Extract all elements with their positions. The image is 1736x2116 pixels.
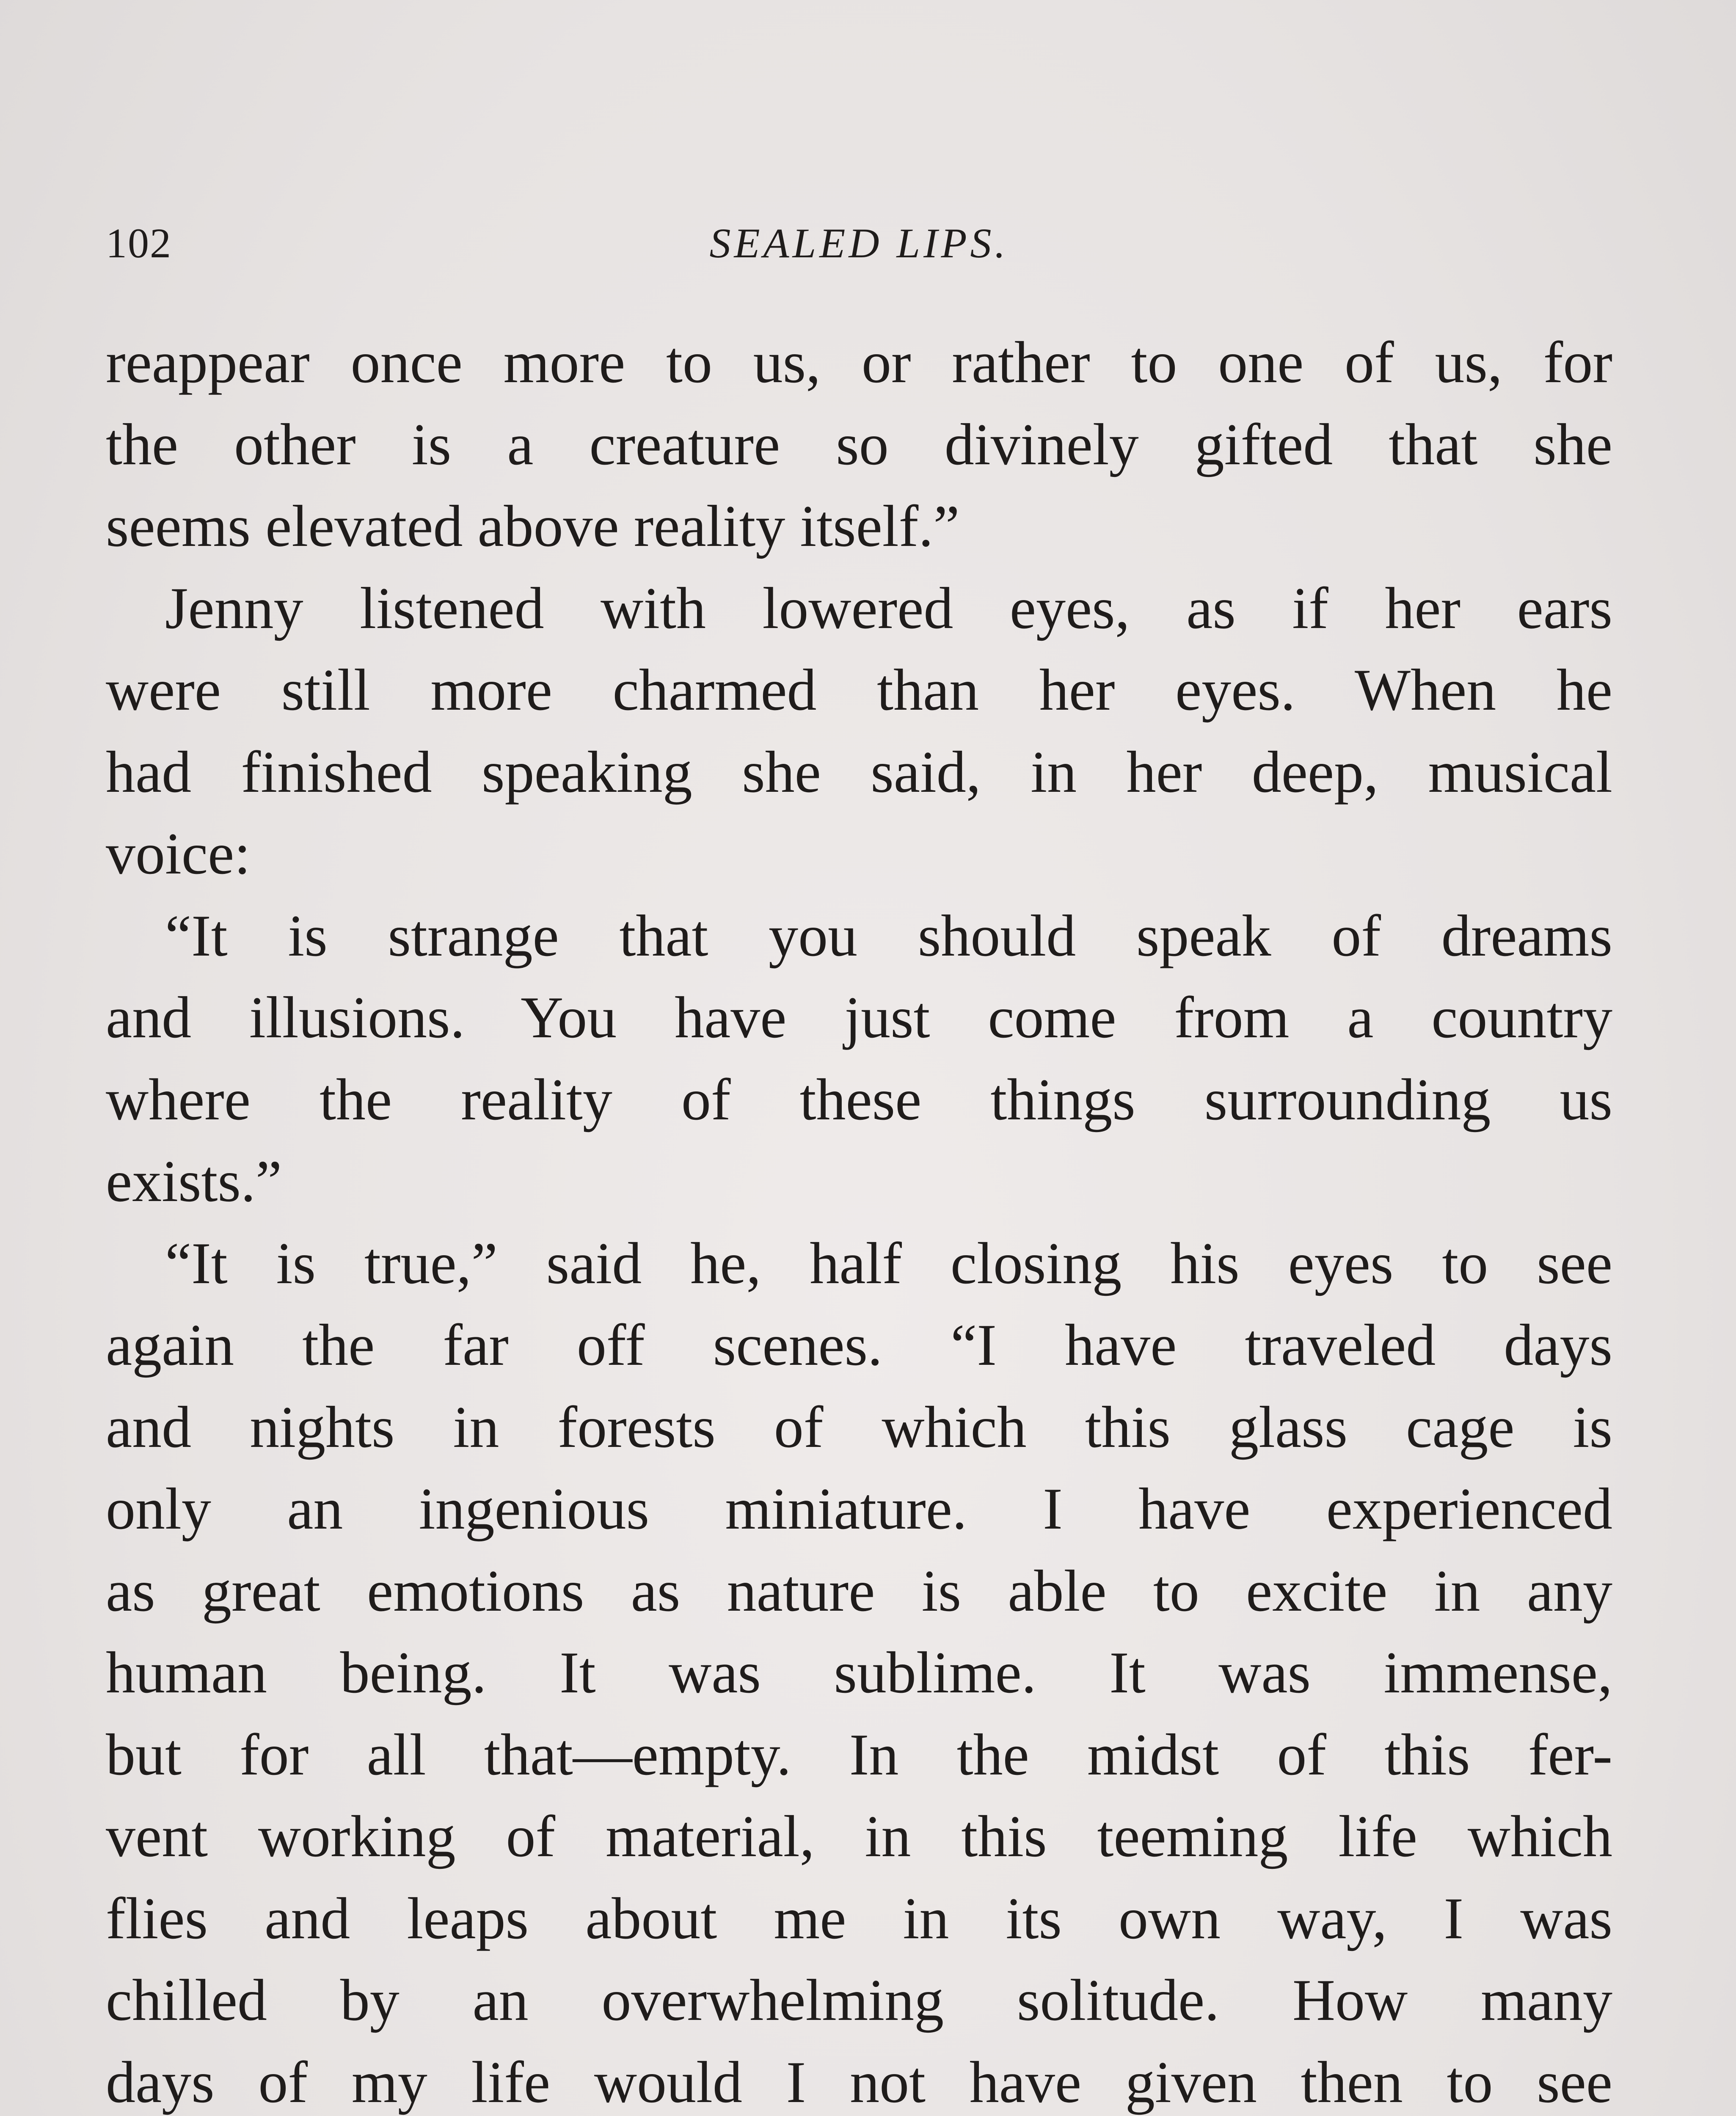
text-line: “It is strange that you should speak of dreams bbox=[165, 903, 1612, 969]
paragraph bbox=[106, 1223, 1612, 2116]
text-line: human being. It was sublime. It was immense, bbox=[106, 1640, 1612, 1705]
text-line: and nights in forests of which this glass cage is bbox=[106, 1394, 1612, 1460]
running-title: SEALED LIPS. bbox=[709, 220, 1009, 267]
text-line: the other is a creature so divinely gifted that she bbox=[106, 411, 1612, 477]
paragraph bbox=[106, 895, 1612, 1223]
text-line: were still more charmed than her eyes. When he bbox=[106, 657, 1612, 723]
text-line: Jenny listened with lowered eyes, as if her ears bbox=[165, 575, 1612, 641]
page-header bbox=[106, 212, 1612, 275]
page-number: 102 bbox=[106, 220, 172, 267]
text-line: days of my life would I not have given then to see bbox=[106, 2049, 1612, 2115]
paragraph bbox=[106, 568, 1612, 895]
text-line: “It is true,” said he, half closing his eyes to see bbox=[165, 1230, 1612, 1296]
text-line: reappear once more to us, or rather to one of us, for bbox=[106, 330, 1612, 395]
paragraph bbox=[106, 322, 1612, 568]
text-line: chilled by an overwhelming solitude. How many bbox=[106, 1967, 1612, 2033]
text-line: vent working of material, in this teeming life which bbox=[106, 1804, 1612, 1869]
text-line: where the reality of these things surrounding us bbox=[106, 1066, 1612, 1132]
text-line: voice: bbox=[106, 821, 251, 887]
text-line: only an ingenious miniature. I have experienced bbox=[106, 1476, 1612, 1542]
text-line: had finished speaking she said, in her deep, musical bbox=[106, 739, 1612, 805]
text-line: but for all that—empty. In the midst of this fer- bbox=[106, 1722, 1612, 1788]
text-line: flies and leaps about me in its own way, I was bbox=[106, 1885, 1612, 1951]
text-line: again the far off scenes. “I have traveled days bbox=[106, 1312, 1612, 1378]
text-line: seems elevated above reality itself.” bbox=[106, 493, 960, 559]
text-line: as great emotions as nature is able to excite in any bbox=[106, 1558, 1612, 1624]
body-text bbox=[106, 322, 1612, 2116]
text-line: exists.” bbox=[106, 1149, 282, 1214]
text-line: and illusions. You have just come from a country bbox=[106, 985, 1612, 1050]
